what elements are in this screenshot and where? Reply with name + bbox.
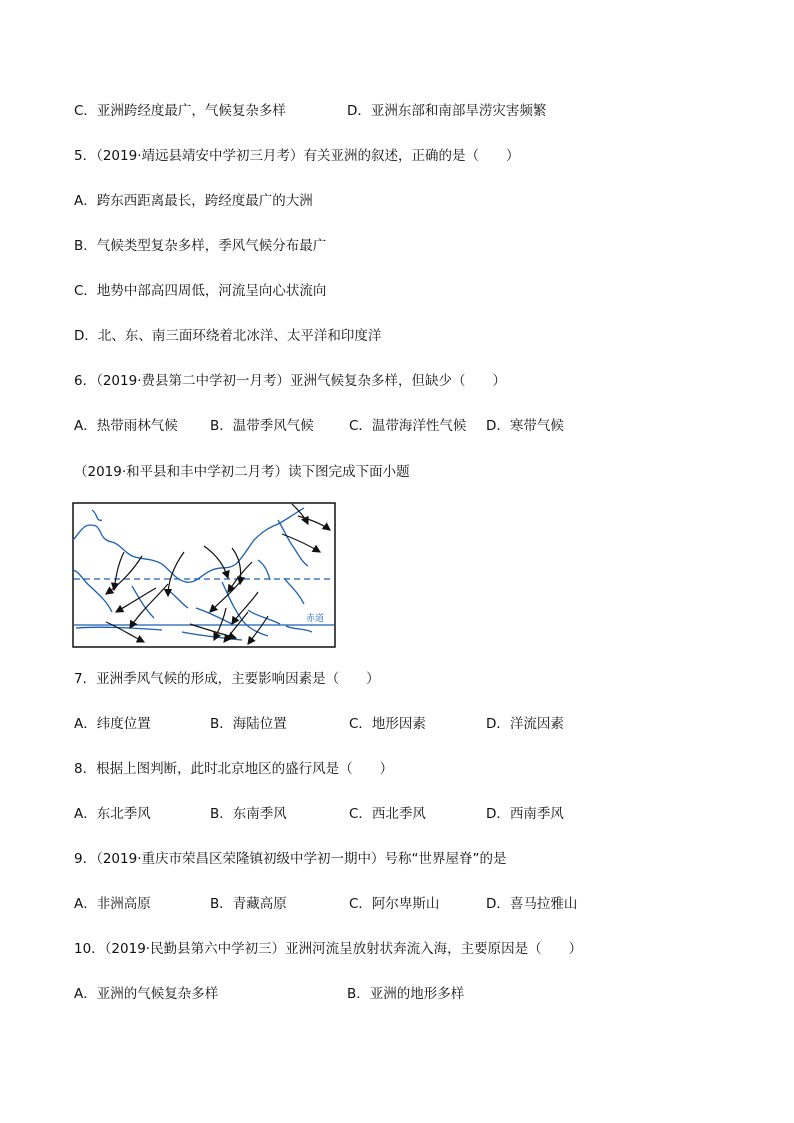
q10-option-a: A．亚洲的气候复杂多样 <box>74 986 219 1002</box>
q8-stem: 8．根据上图判断，此时北京地区的盛行风是（ ） <box>74 761 394 777</box>
q5-option-c: C．地势中部高四周低，河流呈向心状流向 <box>74 283 327 299</box>
group-intro: （2019·和平县和丰中学初二月考）读下图完成下面小题 <box>74 464 410 480</box>
equator-label: 赤道 <box>306 614 325 624</box>
q7-option-c: C．地形因素 <box>349 716 426 732</box>
q9-stem: 9．（2019·重庆市荣昌区荣隆镇初级中学初一期中）号称“世界屋脊”的是 <box>74 851 507 867</box>
q6-option-d: D．寒带气候 <box>486 418 564 434</box>
q7-option-d: D．洋流因素 <box>486 716 564 732</box>
q8-option-c: C．西北季风 <box>349 806 426 822</box>
q7-option-a: A．纬度位置 <box>74 716 151 732</box>
q7-option-b: B．海陆位置 <box>210 716 287 732</box>
q9-option-a: A．非洲高原 <box>74 896 151 912</box>
q6-option-c: C．温带海洋性气候 <box>349 418 467 434</box>
q5-option-b: B．气候类型复杂多样，季风气候分布最广 <box>74 238 327 254</box>
q9-option-d: D．喜马拉雅山 <box>486 896 578 912</box>
q4-option-d: D．亚洲东部和南部旱涝灾害频繁 <box>347 103 547 119</box>
q9-option-c: C．阿尔卑斯山 <box>349 896 440 912</box>
q10-stem: 10．（2019·民勤县第六中学初三）亚洲河流呈放射状奔流入海，主要原因是（ ） <box>74 941 583 957</box>
q8-option-d: D．西南季风 <box>486 806 564 822</box>
q7-stem: 7．亚洲季风气候的形成，主要影响因素是（ ） <box>74 671 380 687</box>
q5-stem: 5．（2019·靖远县靖安中学初三月考）有关亚洲的叙述，正确的是（ ） <box>74 148 520 164</box>
q5-option-d: D．北、东、南三面环绕着北冰洋、太平洋和印度洋 <box>74 328 382 344</box>
q5-option-a: A．跨东西距离最长，跨经度最广的大洲 <box>74 193 313 209</box>
q6-option-a: A．热带雨林气候 <box>74 418 178 434</box>
q6-option-b: B．温带季风气候 <box>210 418 314 434</box>
q6-stem: 6．（2019·费县第二中学初一月考）亚洲气候复杂多样，但缺少（ ） <box>74 373 506 389</box>
q10-option-b: B．亚洲的地形多样 <box>347 986 465 1002</box>
q9-option-b: B．青藏高原 <box>210 896 287 912</box>
monsoon-map <box>72 500 336 648</box>
q8-option-b: B．东南季风 <box>210 806 287 822</box>
q4-option-c: C．亚洲跨经度最广，气候复杂多样 <box>74 103 286 119</box>
q8-option-a: A．东北季风 <box>74 806 151 822</box>
